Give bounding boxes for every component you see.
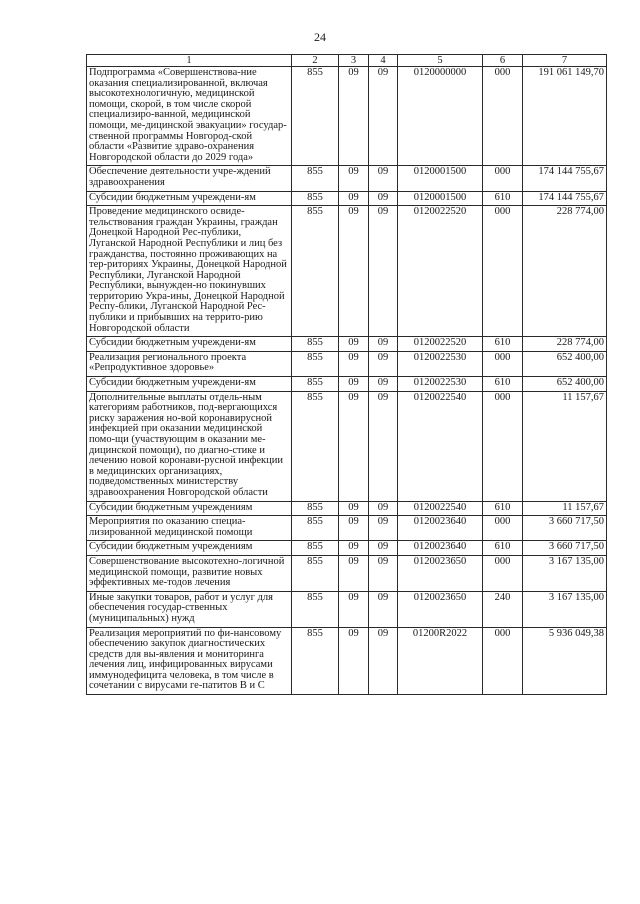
row-expense-type: 000: [483, 206, 523, 337]
table-row: [87, 591, 607, 627]
row-name: Субсидии бюджетным учреждени-ям: [87, 191, 292, 206]
row-admin-code: 855: [292, 166, 339, 191]
row-amount: 174 144 755,67: [523, 166, 607, 191]
row-target-article: 0120000000: [398, 67, 483, 166]
table-header-row: [87, 55, 607, 67]
row-section: 09: [339, 191, 369, 206]
row-target-article: 0120022530: [398, 377, 483, 392]
row-amount: 3 660 717,50: [523, 541, 607, 556]
row-amount: 5 936 049,38: [523, 627, 607, 695]
row-amount: 174 144 755,67: [523, 191, 607, 206]
row-section: 09: [339, 516, 369, 541]
column-header-2: 2: [292, 55, 339, 67]
row-section: 09: [339, 391, 369, 501]
row-amount: 3 660 717,50: [523, 516, 607, 541]
row-target-article: 01200R2022: [398, 627, 483, 695]
table-row: [87, 206, 607, 337]
row-subsection: 09: [369, 377, 398, 392]
budget-table: [86, 54, 607, 695]
row-admin-code: 855: [292, 627, 339, 695]
table-body: [87, 67, 607, 695]
row-admin-code: 855: [292, 391, 339, 501]
row-subsection: 09: [369, 516, 398, 541]
row-name: Подпрограмма «Совершенствова-ние оказания специализированной, включая высокотехнологичную, медицинской помощи, скорой, в том числе скорой специализиро-ванной, медицинской помощи, ме-дицинской эвакуации» государ-ственной программы Новгород-ской области «Развитие здраво-охранения Новгородской области до 2029 года»: [87, 67, 292, 166]
row-target-article: 0120023650: [398, 555, 483, 591]
row-admin-code: 855: [292, 516, 339, 541]
table-row: [87, 555, 607, 591]
row-expense-type: 610: [483, 377, 523, 392]
row-subsection: 09: [369, 555, 398, 591]
row-section: 09: [339, 206, 369, 337]
row-name: Дополнительные выплаты отдель-ным категориям работников, под-вергающихся риску заражения но-вой коронавирусной инфекцией при оказании медицинской помо-щи (участвующим в оказании ме-дицинской помощи), по диагно-стике и лечению новой коронави-русной инфекции в медицинских организациях, подведомственных министерству здравоохранения Новгородской области: [87, 391, 292, 501]
row-section: 09: [339, 351, 369, 376]
row-subsection: 09: [369, 166, 398, 191]
row-name: Субсидии бюджетным учреждениям: [87, 501, 292, 516]
row-target-article: 0120022530: [398, 351, 483, 376]
row-target-article: 0120001500: [398, 166, 483, 191]
table-row: [87, 501, 607, 516]
row-target-article: 0120023640: [398, 516, 483, 541]
table-row: [87, 67, 607, 166]
row-section: 09: [339, 541, 369, 556]
row-target-article: 0120022540: [398, 391, 483, 501]
row-admin-code: 855: [292, 541, 339, 556]
table-row: [87, 541, 607, 556]
row-name: Проведение медицинского освиде-тельствования граждан Украины, граждан Донецкой Народной Рес-публики, Луганской Народной Республики и лиц без гражданства, постоянно проживающих на тер-риториях Украины, Донецкой Народной Республики, Луганской Народной Республики, вынужден-но покинувших территорию Укра-ины, Донецкой Народной Респу-блики, Луганской Народной Рес-публики и прибывших на террито-рию Новгородской области: [87, 206, 292, 337]
row-target-article: 0120023650: [398, 591, 483, 627]
row-expense-type: 000: [483, 166, 523, 191]
row-expense-type: 000: [483, 555, 523, 591]
row-expense-type: 610: [483, 191, 523, 206]
row-name: Совершенствование высокотехно-логичной медицинской помощи, развитие новых эффективных ме-тодов лечения: [87, 555, 292, 591]
row-target-article: 0120001500: [398, 191, 483, 206]
row-admin-code: 855: [292, 501, 339, 516]
row-expense-type: 000: [483, 67, 523, 166]
row-section: 09: [339, 337, 369, 352]
row-amount: 228 774,00: [523, 337, 607, 352]
row-expense-type: 000: [483, 627, 523, 695]
row-amount: 652 400,00: [523, 351, 607, 376]
row-amount: 11 157,67: [523, 501, 607, 516]
row-subsection: 09: [369, 391, 398, 501]
row-section: 09: [339, 166, 369, 191]
row-amount: 191 061 149,70: [523, 67, 607, 166]
row-subsection: 09: [369, 501, 398, 516]
row-admin-code: 855: [292, 191, 339, 206]
table-row: [87, 166, 607, 191]
row-subsection: 09: [369, 627, 398, 695]
row-admin-code: 855: [292, 67, 339, 166]
row-expense-type: 240: [483, 591, 523, 627]
column-header-5: 5: [398, 55, 483, 67]
row-subsection: 09: [369, 337, 398, 352]
row-admin-code: 855: [292, 206, 339, 337]
row-section: 09: [339, 377, 369, 392]
row-name: Реализация регионального проекта «Репродуктивное здоровье»: [87, 351, 292, 376]
row-amount: 3 167 135,00: [523, 555, 607, 591]
row-section: 09: [339, 627, 369, 695]
table-row: [87, 391, 607, 501]
column-header-7: 7: [523, 55, 607, 67]
table-row: [87, 627, 607, 695]
row-expense-type: 000: [483, 351, 523, 376]
row-expense-type: 000: [483, 391, 523, 501]
row-expense-type: 000: [483, 516, 523, 541]
row-target-article: 0120022540: [398, 501, 483, 516]
row-section: 09: [339, 591, 369, 627]
row-name: Мероприятия по оказанию специа-лизированной медицинской помощи: [87, 516, 292, 541]
row-admin-code: 855: [292, 555, 339, 591]
row-admin-code: 855: [292, 351, 339, 376]
column-header-3: 3: [339, 55, 369, 67]
row-subsection: 09: [369, 67, 398, 166]
table-row: [87, 377, 607, 392]
column-header-1: 1: [87, 55, 292, 67]
row-amount: 11 157,67: [523, 391, 607, 501]
column-header-4: 4: [369, 55, 398, 67]
row-admin-code: 855: [292, 591, 339, 627]
row-subsection: 09: [369, 191, 398, 206]
table-row: [87, 351, 607, 376]
row-subsection: 09: [369, 541, 398, 556]
row-name: Иные закупки товаров, работ и услуг для обеспечения государ-ственных (муниципальных) нужд: [87, 591, 292, 627]
row-subsection: 09: [369, 591, 398, 627]
row-amount: 652 400,00: [523, 377, 607, 392]
row-subsection: 09: [369, 351, 398, 376]
row-name: Обеспечение деятельности учре-ждений здравоохранения: [87, 166, 292, 191]
row-admin-code: 855: [292, 377, 339, 392]
row-section: 09: [339, 501, 369, 516]
row-target-article: 0120023640: [398, 541, 483, 556]
row-name: Субсидии бюджетным учреждени-ям: [87, 337, 292, 352]
table-row: [87, 337, 607, 352]
row-expense-type: 610: [483, 337, 523, 352]
row-section: 09: [339, 67, 369, 166]
row-amount: 3 167 135,00: [523, 591, 607, 627]
table-row: [87, 516, 607, 541]
row-admin-code: 855: [292, 337, 339, 352]
row-name: Субсидии бюджетным учреждениям: [87, 541, 292, 556]
row-name: Субсидии бюджетным учреждени-ям: [87, 377, 292, 392]
row-expense-type: 610: [483, 501, 523, 516]
row-target-article: 0120022520: [398, 337, 483, 352]
column-header-6: 6: [483, 55, 523, 67]
row-expense-type: 610: [483, 541, 523, 556]
row-target-article: 0120022520: [398, 206, 483, 337]
row-subsection: 09: [369, 206, 398, 337]
table-row: [87, 191, 607, 206]
row-amount: 228 774,00: [523, 206, 607, 337]
row-name: Реализация мероприятий по фи-нансовому обеспечению закупок диагностических средств для вы-явления и мониторинга лечения лиц, инфицированных вирусами иммунодефицита человека, в том числе в сочетании с вирусами ге-патитов В и С: [87, 627, 292, 695]
page-number: 24: [314, 30, 326, 44]
row-section: 09: [339, 555, 369, 591]
